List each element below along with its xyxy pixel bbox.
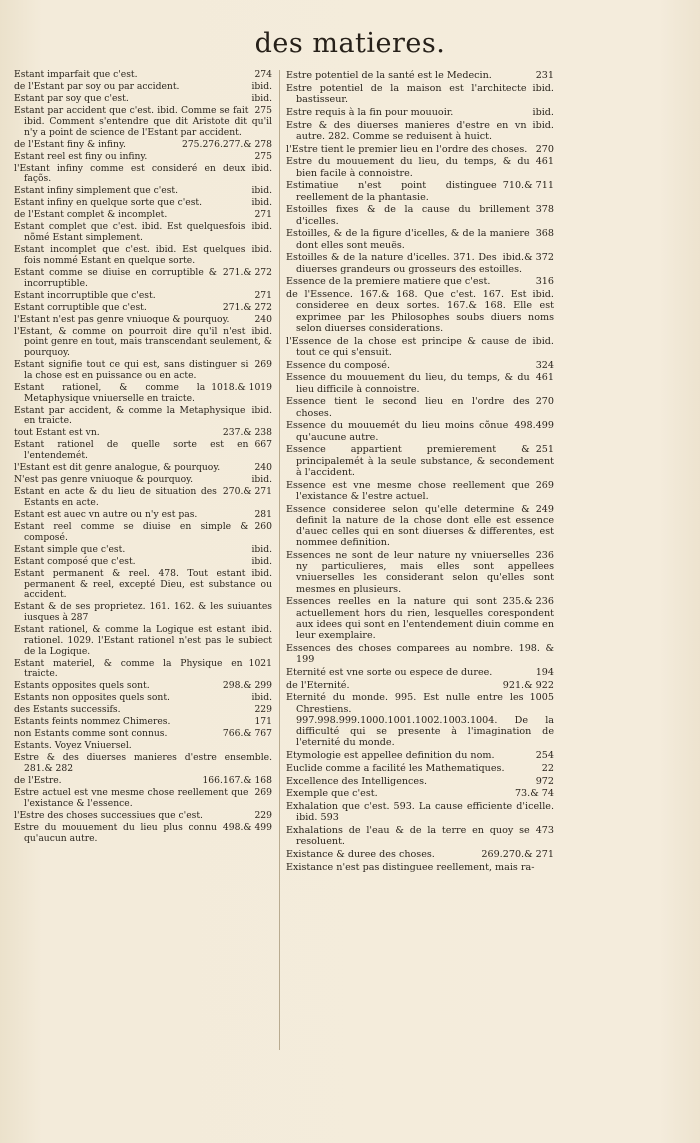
index-entry bbox=[14, 70, 272, 81]
index-entry-text: Estant infiny en quelque sorte que c'est. bbox=[14, 197, 203, 209]
index-entry-text: Essences des choses comparees au nombre. 198. & 199 bbox=[286, 642, 554, 666]
index-entry-text: Estants opposites quels sont. bbox=[14, 680, 150, 692]
index-entry bbox=[286, 862, 554, 873]
index-entry-ref: 275 bbox=[254, 150, 272, 162]
index-entry-ref: ibid. bbox=[532, 82, 554, 94]
index-entry bbox=[286, 444, 554, 478]
index-entry-text: Estants non opposites quels sont. bbox=[14, 692, 170, 704]
index-entry-text: de l'Estre. bbox=[14, 775, 62, 787]
index-entry-text: Estant en acte & du lieu de situation des Estants en acte. bbox=[14, 486, 217, 508]
index-entry bbox=[14, 428, 272, 439]
index-entry-text: Estant rationel de quelle sorte est en l'entendemét. bbox=[14, 439, 249, 462]
index-entry-text: Estre du mouuement du lieu plus connu qu'aucun autre. bbox=[14, 821, 217, 844]
index-entry bbox=[286, 83, 554, 105]
index-entry-text: Estant & de ses proprietez. 161. 162. & les suiuantes iusques à 287 bbox=[14, 601, 272, 624]
index-entry-text: de l'Estant finy & infiny. bbox=[14, 138, 126, 150]
index-entry bbox=[286, 107, 554, 118]
index-entry-text: Essence appartient premierement & principalemét à la seule substance, & secondement à l'accident. bbox=[286, 444, 554, 478]
index-entry bbox=[286, 180, 554, 202]
index-entry-text: Estimatiue n'est point distinguee reellement de la phantasie. bbox=[286, 180, 497, 203]
index-entry bbox=[14, 659, 272, 681]
index-entry bbox=[14, 776, 272, 787]
index-entry-ref: 237.& 238 bbox=[222, 427, 272, 439]
index-entry bbox=[14, 602, 272, 624]
index-entry-ref: ibid. bbox=[251, 555, 272, 567]
index-entry bbox=[14, 557, 272, 568]
index-entry-ref: 270 bbox=[535, 396, 554, 408]
index-entry-text: Estant par accident que c'est. ibid. Comme se fait ibid. Comment s'entendre que dit Aristote dit qu'il n'y a point de science de l'Estant par accident. bbox=[14, 104, 272, 138]
index-entry bbox=[286, 750, 554, 761]
index-entry bbox=[14, 383, 272, 405]
index-entry bbox=[14, 569, 272, 601]
index-entry-ref: 274 bbox=[254, 69, 272, 80]
index-entry bbox=[286, 680, 554, 691]
index-entry-ref: 316 bbox=[535, 276, 554, 288]
index-entry-ref: 461 bbox=[535, 156, 554, 168]
index-entry-text: de l'Estant par soy ou par accident. bbox=[14, 80, 180, 92]
index-entry-ref: 249 bbox=[535, 503, 554, 515]
index-entry-ref: ibid. bbox=[251, 404, 272, 416]
index-entry bbox=[14, 222, 272, 244]
index-entry-ref: 271 bbox=[254, 209, 272, 221]
index-entry-text: Estant par accident, & comme la Metaphysique en traicte. bbox=[14, 404, 246, 427]
index-entry-ref: 194 bbox=[535, 666, 554, 678]
index-entry-ref: ibid. bbox=[251, 474, 272, 486]
index-entry-text: Estants feints nommez Chimeres. bbox=[14, 716, 171, 728]
index-entry-text: Existance n'est pas distinguee reellement, mais ra- bbox=[286, 862, 535, 873]
index-entry bbox=[286, 420, 554, 442]
index-entry bbox=[286, 692, 554, 748]
index-entry-text: Euclide comme a facilité les Mathematiques. bbox=[286, 762, 505, 774]
index-entry-ref: 1005 bbox=[529, 692, 554, 704]
index-entry bbox=[286, 372, 554, 394]
index-entry-text: Estants. Voyez Vniuersel. bbox=[14, 740, 132, 752]
index-entry bbox=[14, 245, 272, 267]
index-entry-ref: ibid.& 372 bbox=[502, 252, 554, 264]
index-entry-text: Estant corruptible que c'est. bbox=[14, 301, 147, 313]
index-entry-text: des Estants successifs. bbox=[14, 704, 121, 716]
index-entry-text: Estre potentiel de la santé est le Medecin. bbox=[286, 70, 492, 81]
index-entry-ref: 22 bbox=[541, 762, 554, 774]
index-entry-ref: 231 bbox=[535, 70, 554, 81]
index-entry-text: l'Estant, & comme on pourroit dire qu'il n'est point genre en tout, mais transcendant seulement, & pourquoy. bbox=[14, 325, 272, 359]
index-entry-ref: ibid. bbox=[251, 162, 272, 174]
index-entry-ref: 270 bbox=[535, 143, 554, 155]
index-entry-ref: ibid. bbox=[251, 221, 272, 233]
index-entry-text: Estant simple que c'est. bbox=[14, 543, 126, 555]
index-entry bbox=[286, 156, 554, 178]
index-entry bbox=[14, 440, 272, 462]
index-entry bbox=[14, 510, 272, 521]
index-entry-text: l'Estre des choses successiues que c'est. bbox=[14, 809, 203, 821]
index-entry bbox=[14, 291, 272, 302]
index-entry bbox=[286, 849, 554, 860]
index-entry-text: Existance & duree des choses. bbox=[286, 849, 435, 861]
index-entry-text: Estant reel comme se diuise en simple & composé. bbox=[14, 520, 249, 543]
index-entry-text: Estant infiny simplement que c'est. bbox=[14, 185, 179, 197]
index-entry bbox=[14, 210, 272, 221]
index-entry-ref: 972 bbox=[535, 775, 554, 787]
index-entry-ref: 766.& 767 bbox=[222, 728, 272, 740]
index-entry-text: N'est pas genre vniuoque & pourquoy. bbox=[14, 474, 193, 486]
index-entry bbox=[14, 327, 272, 359]
index-entry-ref: 171 bbox=[254, 716, 272, 728]
index-entry-text: Estant incorruptible que c'est. bbox=[14, 289, 156, 301]
index-entry bbox=[14, 360, 272, 382]
index-entry-text: Essence tient le second lieu en l'ordre des choses. bbox=[286, 396, 530, 419]
index-entry-ref: ibid. bbox=[251, 244, 272, 256]
index-entry bbox=[286, 776, 554, 787]
index-entry-ref: 229 bbox=[254, 809, 272, 821]
index-entry bbox=[14, 82, 272, 93]
index-entry bbox=[14, 788, 272, 810]
index-entry bbox=[14, 823, 272, 845]
index-entry bbox=[14, 186, 272, 197]
index-entry bbox=[14, 811, 272, 822]
index-entry bbox=[286, 596, 554, 641]
index-entry bbox=[286, 252, 554, 274]
index-entry-ref: 269 bbox=[535, 479, 554, 491]
index-entry-ref: 166.167.& 168 bbox=[202, 775, 272, 787]
index-entry bbox=[286, 204, 554, 226]
index-entry bbox=[14, 753, 272, 775]
index-entry-ref: 260 bbox=[254, 520, 272, 532]
index-entry-ref: ibid. bbox=[251, 92, 272, 104]
index-entry-ref: 270.& 271 bbox=[222, 486, 272, 498]
index-entry-text: Estre actuel est vne mesme chose reellement que l'existance & l'essence. bbox=[14, 787, 249, 809]
index-entry bbox=[14, 681, 272, 692]
index-entry bbox=[286, 120, 554, 142]
index-entry-text: Estant imparfait que c'est. bbox=[14, 69, 138, 80]
index-entry bbox=[14, 717, 272, 728]
index-entry-ref: 269 bbox=[254, 787, 272, 799]
index-entry bbox=[14, 268, 272, 290]
index-entry bbox=[14, 152, 272, 163]
index-entry-text: Etymologie est appellee definition du nom. bbox=[286, 750, 495, 762]
left-column bbox=[14, 70, 272, 846]
index-entry-text: Estant incomplet que c'est. ibid. Est quelques fois nommé Estant en quelque sorte. bbox=[14, 244, 246, 266]
index-entry-text: Estant est auec vn autre ou n'y est pas. bbox=[14, 508, 198, 520]
index-entry-ref: 269.270.& 271 bbox=[481, 849, 554, 861]
index-entry-text: Estre requis à la fin pour mouuoir. bbox=[286, 106, 454, 118]
index-entry-text: Estre & des diuerses manieres d'estre en vn autre. 282. Comme se reduisent à huict. bbox=[286, 119, 527, 142]
index-entry bbox=[14, 303, 272, 314]
index-entry-ref: 710.& 711 bbox=[502, 180, 554, 192]
index-entry-text: Exemple que c'est. bbox=[286, 788, 378, 800]
index-entry bbox=[14, 522, 272, 544]
index-entry-ref: ibid. bbox=[251, 185, 272, 197]
index-entry-ref: 1021 bbox=[248, 657, 272, 669]
index-entry-ref: ibid. bbox=[251, 567, 272, 579]
index-entry-text: Estant materiel, & comme la Physique en traicte. bbox=[14, 657, 243, 680]
index-entry-ref: 378 bbox=[535, 204, 554, 216]
right-column bbox=[286, 70, 554, 875]
index-entry-ref: 271.& 272 bbox=[222, 266, 272, 278]
index-entry-ref: 240 bbox=[254, 462, 272, 474]
running-head: des matieres. bbox=[254, 28, 446, 59]
index-entry-ref: 236 bbox=[535, 550, 554, 561]
index-entry-ref: 498.499 bbox=[514, 420, 554, 432]
index-entry-text: Estoilles & de la nature d'icelles. 371. Des diuerses grandeurs ou grosseurs des estoilles. bbox=[286, 252, 523, 275]
index-entry bbox=[286, 70, 554, 81]
index-entry bbox=[14, 545, 272, 556]
index-entry bbox=[286, 480, 554, 502]
index-entry-text: non Estants comme sont connus. bbox=[14, 728, 168, 740]
index-entry bbox=[14, 625, 272, 657]
index-entry-ref: 667 bbox=[254, 439, 272, 451]
index-entry-ref: ibid. bbox=[532, 335, 554, 347]
index-entry bbox=[14, 475, 272, 486]
index-entry bbox=[286, 228, 554, 250]
index-entry bbox=[286, 144, 554, 155]
index-entry-ref: 281 bbox=[254, 508, 272, 520]
index-entry-text: l'Estre tient le premier lieu en l'ordre des choses. bbox=[286, 143, 528, 155]
index-entry-text: Estant reel est finy ou infiny. bbox=[14, 150, 148, 162]
index-entry-text: Essence du mouuement du lieu, du temps, & du lieu difficile à connoistre. bbox=[286, 372, 530, 395]
index-entry-text: Essence du mouuemét du lieu moins cõnue qu'aucune autre. bbox=[286, 420, 509, 443]
index-entry bbox=[286, 504, 554, 549]
index-entry-text: Excellence des Intelligences. bbox=[286, 775, 428, 787]
index-entry-ref: 461 bbox=[535, 372, 554, 384]
index-entry-ref: ibid. bbox=[251, 325, 272, 337]
index-entry-ref: 298.& 299 bbox=[222, 680, 272, 692]
index-entry bbox=[286, 788, 554, 799]
index-entry-ref: 921.& 922 bbox=[502, 679, 554, 691]
index-entry-ref: ibid. bbox=[251, 543, 272, 555]
index-entry-text: l'Estant infiny comme est consideré en deux façõs. bbox=[14, 162, 246, 185]
index-entry-text: Essence consideree selon qu'elle determine & definit la nature de la chose dont elle est essence d'auec celles qui en sont diuerses & differentes, est nommee definition. bbox=[286, 503, 554, 549]
index-entry-ref: 368 bbox=[535, 228, 554, 240]
index-entry-text: Estant permanent & reel. 478. Tout estant permanent & reel, excepté Dieu, est substance ou accident. bbox=[14, 567, 272, 601]
index-entry bbox=[14, 198, 272, 209]
index-entry-text: de l'Estant complet & incomplet. bbox=[14, 209, 168, 221]
index-entry-ref: 498.& 499 bbox=[222, 821, 272, 833]
index-entry-ref: 275 bbox=[254, 104, 272, 116]
index-entry-ref: 275.276.277.& 278 bbox=[181, 138, 272, 150]
index-entry bbox=[14, 164, 272, 186]
index-entry bbox=[286, 289, 554, 334]
index-entry-text: l'Estant n'est pas genre vniuoque & pourquoy. bbox=[14, 313, 230, 325]
index-entry-text: Estant comme se diuise en corruptible & incorruptible. bbox=[14, 266, 217, 289]
index-entry-text: Essences ne sont de leur nature ny vniuerselles ny particulieres, mais elles sont appellees vniuerselles les considerant selon qu'elles sont mesmes en plusieurs. bbox=[286, 550, 554, 595]
index-entry-text: Exhalations de l'eau & de la terre en quoy se resoluent. bbox=[286, 825, 530, 848]
index-entry-text: Eternité est vne sorte ou espece de duree. bbox=[286, 666, 493, 678]
index-entry-text: Estant par soy que c'est. bbox=[14, 92, 129, 104]
index-entry bbox=[286, 550, 554, 595]
column-divider bbox=[279, 70, 280, 1050]
index-entry bbox=[14, 729, 272, 740]
index-entry bbox=[286, 336, 554, 358]
index-entry bbox=[14, 406, 272, 428]
index-entry bbox=[14, 487, 272, 509]
index-entry bbox=[14, 463, 272, 474]
index-entry bbox=[14, 315, 272, 326]
index-entry-ref: 271.& 272 bbox=[222, 301, 272, 313]
index-entry-ref: 254 bbox=[535, 750, 554, 762]
index-entry-text: l'Estant est dit genre analogue, & pourquoy. bbox=[14, 462, 221, 474]
index-entry-ref: 251 bbox=[535, 444, 554, 456]
index-entry bbox=[14, 106, 272, 138]
index-entry-ref: ibid. bbox=[251, 624, 272, 636]
index-entry-text: Essence du composé. bbox=[286, 359, 390, 371]
index-entry bbox=[14, 94, 272, 105]
index-entry-text: Estre du mouuement du lieu, du temps, & du bien facile à connoistre. bbox=[286, 156, 530, 179]
index-entry-text: tout Estant est vn. bbox=[14, 427, 100, 439]
index-entry-ref: 473 bbox=[535, 825, 554, 837]
index-entry-text: Estoilles fixes & de la cause du brillement d'icelles. bbox=[286, 204, 530, 227]
index-entry-text: Eternité du monde. 995. Est nulle entre les Chrestiens. 997.998.999.1000.1001.1002.1003.1004. De la difficulté qui se presente à l'imagination de l'eternité du monde. bbox=[286, 692, 554, 749]
index-entry-ref: 269 bbox=[254, 359, 272, 371]
index-entry-text: de l'Essence. 167.& 168. Que c'est. 167. Est consideree en deux sortes. 167.& 168. Elle est exprimee par les Philosophes soubs diuers noms selon diuerses considerations. bbox=[286, 289, 554, 334]
index-entry bbox=[14, 741, 272, 752]
index-entry-text: Estre potentiel de la maison est l'architecte bastisseur. bbox=[286, 82, 527, 105]
index-entry bbox=[286, 643, 554, 665]
index-entry bbox=[14, 693, 272, 704]
index-entry-text: Estant composé que c'est. bbox=[14, 555, 136, 567]
index-entry-text: de l'Eternité. bbox=[286, 679, 350, 691]
index-entry-ref: 271 bbox=[254, 289, 272, 301]
index-entry-ref: 1018.& 1019 bbox=[211, 381, 272, 393]
index-entry bbox=[286, 396, 554, 418]
index-entry-text: Estre & des diuerses manieres d'estre ensemble. 281.& 282 bbox=[14, 752, 272, 775]
index-entry-text: Estant rationel, & comme la Metaphysique vniuerselle en traicte. bbox=[14, 381, 206, 404]
index-entry bbox=[286, 825, 554, 847]
index-entry-text: Essence est vne mesme chose reellement que l'existance & l'estre actuel. bbox=[286, 479, 530, 502]
index-entry bbox=[286, 360, 554, 371]
index-entry-ref: 324 bbox=[535, 359, 554, 371]
index-entry-ref: 240 bbox=[254, 313, 272, 325]
index-entry-text: Estant rationel, & comme la Logique est estant rationel. 1029. l'Estant rationel n'est pas le subiect de la Logique. bbox=[14, 624, 272, 657]
index-entry bbox=[286, 667, 554, 678]
index-entry-text: Essences reelles en la nature qui sont actuellement hors du rien, lesquelles corespondent aux idees qui sont en l'entendement diuin comme en leur exemplaire. bbox=[286, 596, 554, 642]
index-entry-ref: 73.& 74 bbox=[514, 788, 554, 800]
index-entry-ref: ibid. bbox=[251, 80, 272, 92]
index-entry-ref: ibid. bbox=[532, 119, 554, 131]
index-entry bbox=[286, 801, 554, 823]
index-entry-ref: 229 bbox=[254, 704, 272, 716]
index-entry-ref: ibid. bbox=[532, 106, 554, 118]
index-entry-text: Essence de la premiere matiere que c'est. bbox=[286, 276, 491, 288]
index-entry-ref: ibid. bbox=[532, 289, 554, 301]
index-entry-ref: 235.& 236 bbox=[502, 596, 554, 608]
index-entry-ref: ibid. bbox=[251, 197, 272, 209]
index-entry-text: Exhalation que c'est. 593. La cause efficiente d'icelle. ibid. 593 bbox=[286, 801, 554, 824]
index-entry bbox=[14, 705, 272, 716]
index-entry-ref: ibid. bbox=[251, 692, 272, 704]
index-entry-text: Estant complet que c'est. ibid. Est quelquesfois nõmé Estant simplement. bbox=[14, 221, 246, 244]
index-entry-text: Estant signifie tout ce qui est, sans distinguer si la chose est en puissance ou en acte. bbox=[14, 359, 249, 381]
index-entry bbox=[286, 763, 554, 774]
index-entry bbox=[286, 276, 554, 287]
index-entry bbox=[14, 140, 272, 151]
index-entry-text: l'Essence de la chose est principe & cause de tout ce qui s'ensuit. bbox=[286, 335, 527, 358]
index-entry-text: Estoilles, & de la figure d'icelles, & de la maniere dont elles sont meuës. bbox=[286, 228, 530, 251]
